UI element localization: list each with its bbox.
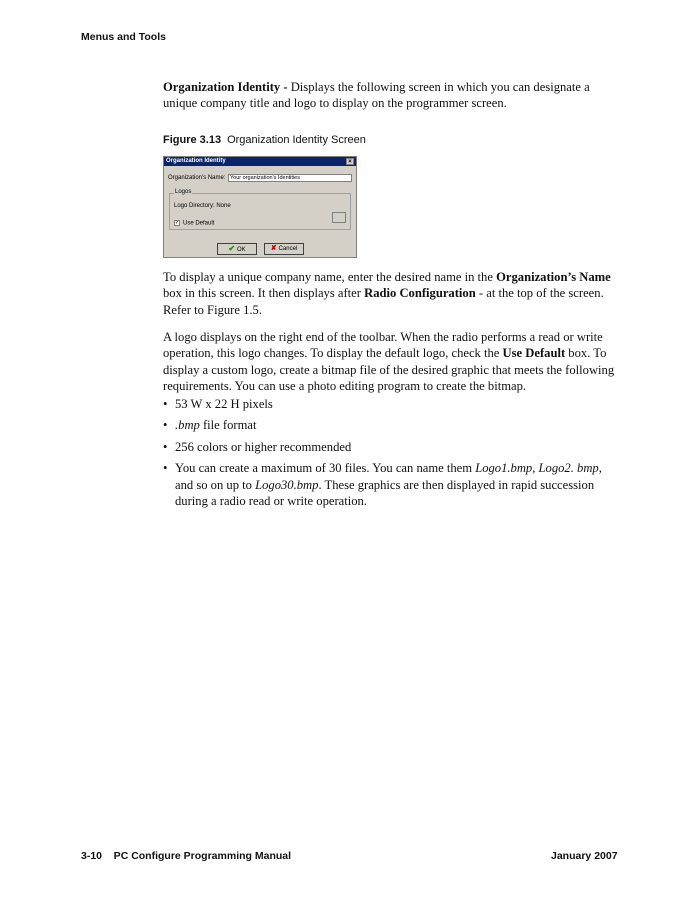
- browse-button[interactable]: [332, 212, 346, 223]
- logo-directory-label: Logo Directory: None: [174, 203, 231, 209]
- text-italic: Logo2. bmp: [538, 461, 599, 476]
- logos-groupbox: [169, 189, 351, 230]
- cancel-label: Cancel: [278, 246, 298, 252]
- logos-legend: Logos: [175, 189, 192, 195]
- text: , and so on up to: [175, 461, 602, 492]
- ok-label: OK: [237, 247, 246, 253]
- use-default-label: Use Default: [183, 220, 215, 227]
- text: 53 W x 22 H pixels: [175, 397, 273, 411]
- list-item: [163, 396, 623, 412]
- cancel-icon: ✘: [270, 245, 277, 252]
- figure-caption: [163, 134, 366, 146]
- figure-title: Organization Identity Screen: [227, 134, 366, 146]
- text: A logo displays on the right end of the toolbar. When the radio performs a read or write operation, this logo changes. To display the default logo, check the: [163, 330, 603, 361]
- text: file format: [199, 418, 257, 433]
- text-italic: Logo30.bmp: [255, 477, 319, 492]
- term-use-default: Use Default: [502, 346, 566, 361]
- checkbox-icon[interactable]: ✓: [175, 220, 180, 226]
- dialog-titlebar: [164, 157, 356, 166]
- checkmark-icon: ✔: [228, 244, 236, 253]
- term-organization-identity: Organization Identity -: [163, 80, 288, 94]
- text: To display a unique company name, enter the desired name in the: [163, 270, 497, 284]
- organization-name-input[interactable]: Your organization's Identities: [228, 174, 352, 182]
- text: ,: [532, 461, 539, 476]
- term-radio-configuration: Radio Configuration: [364, 286, 476, 301]
- paragraph-organization-identity: [163, 79, 623, 112]
- paragraph-company-name: [163, 269, 623, 318]
- requirements-list: [163, 396, 623, 514]
- text-italic: Logo1.bmp: [475, 461, 533, 476]
- list-item: [163, 417, 623, 433]
- footer-date: January 2007: [551, 850, 618, 862]
- dialog-title: Organization Identity: [166, 158, 226, 164]
- text-italic: .bmp: [175, 418, 200, 433]
- close-icon[interactable]: ×: [346, 158, 354, 165]
- list-item: [163, 460, 623, 509]
- page-header: Menus and Tools: [81, 31, 166, 43]
- text: . These graphics are then displayed in rapid succession during a radio read or write operation.: [175, 477, 595, 509]
- figure-label: Figure 3.13: [163, 134, 222, 146]
- use-default-checkbox[interactable]: [174, 220, 214, 227]
- organization-name-label: Organization's Name:: [168, 175, 226, 181]
- organization-identity-dialog: [163, 156, 357, 258]
- text: - at the top of the screen. Refer to Figure 1.5.: [163, 286, 604, 317]
- text: box in this screen. It then displays after: [163, 286, 365, 301]
- text: 256 colors or higher recommended: [175, 439, 352, 454]
- cancel-button[interactable]: [264, 243, 304, 255]
- paragraph-logo: [163, 329, 623, 395]
- list-item: [163, 439, 623, 455]
- term-organizations-name: Organization’s Name: [496, 270, 611, 284]
- ok-button[interactable]: [217, 243, 257, 255]
- text: box. To display a custom logo, create a bitmap file of the desired graphic that meets the following requirements. You can use a photo editing program to create the bitmap.: [163, 346, 615, 394]
- paragraph-text: Displays the following screen in which you can designate a unique company title and logo to display on the programmer screen.: [163, 80, 590, 111]
- text: You can create a maximum of 30 files. You can name them: [175, 461, 476, 476]
- footer-page-info: 3-10 PC Configure Programming Manual: [81, 850, 292, 862]
